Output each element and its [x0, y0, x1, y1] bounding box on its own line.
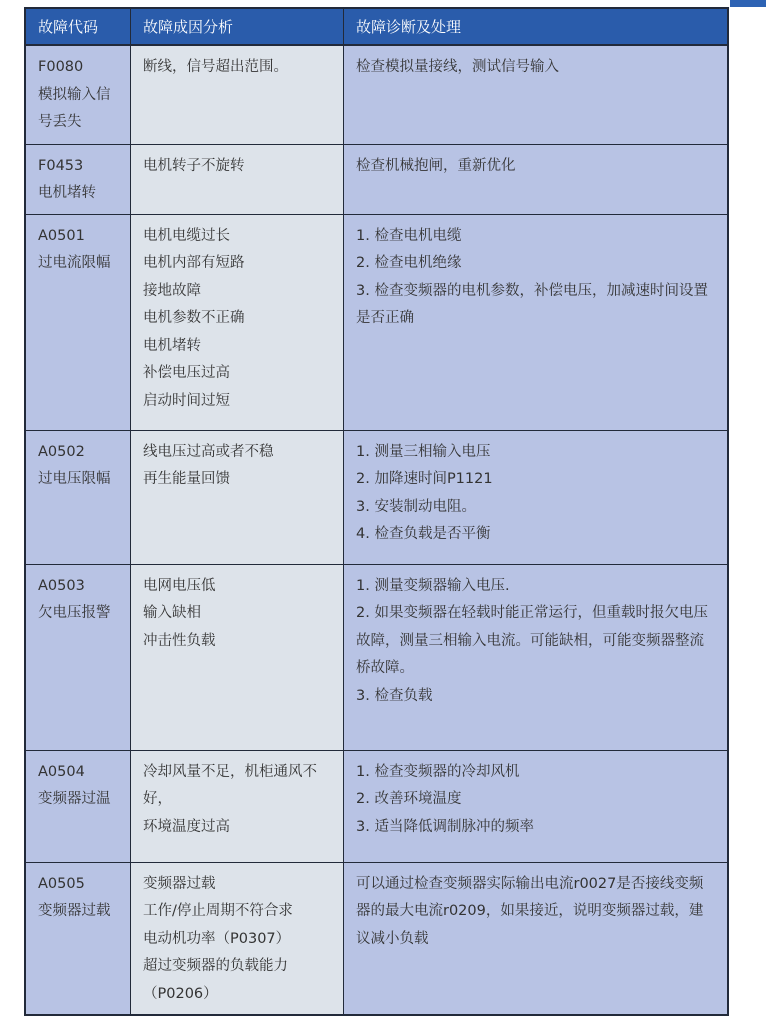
table-row — [25, 750, 728, 862]
fault-code: A0505 — [38, 875, 85, 892]
action-item: 3. 检查变频器的电机参数，补偿电压，加减速时间设置是否正确 — [356, 282, 708, 326]
fault-name: 模拟输入信号丢失 — [38, 86, 111, 130]
header-row — [25, 8, 728, 45]
action-cell — [344, 564, 729, 750]
action-item: 检查机械抱闸，重新优化 — [356, 157, 516, 174]
table-row — [25, 564, 728, 750]
fault-name: 变频器过温 — [38, 791, 111, 807]
fault-code-cell — [25, 45, 131, 144]
header-code: 故障代码 — [25, 8, 131, 45]
action-cell — [344, 144, 729, 214]
table-row — [25, 45, 728, 144]
cause-cell — [131, 214, 344, 430]
cause-item: 再生能量回馈 — [143, 471, 230, 487]
cause-item: 电机参数不正确 — [143, 310, 245, 326]
cause-item: 接地故障 — [143, 282, 201, 299]
action-cell — [344, 862, 729, 1015]
action-item: 检查模拟量接线，测试信号输入 — [356, 59, 559, 75]
fault-table — [24, 7, 729, 1016]
fault-code: A0502 — [38, 443, 85, 460]
cause-item: 断线，信号超出范围。 — [143, 59, 288, 75]
action-item: 2. 如果变频器在轻载时能正常运行，但重载时报欠电压故障，测量三相输入电流。可能缺相，可能变频器整流桥故障。 — [356, 605, 708, 676]
action-item: 可以通过检查变频器实际输出电流r0027是否接线变频器的最大电流r0209，如果接近，说明变频器过载，建议减小负载 — [356, 875, 704, 947]
fault-code-cell — [25, 214, 131, 430]
cause-item: 冷却风量不足，机柜通风不好， — [143, 763, 317, 807]
cause-item: 输入缺相 — [143, 605, 201, 621]
fault-code: F0080 — [38, 59, 84, 75]
fault-code-cell — [25, 564, 131, 750]
action-item: 1. 检查变频器的冷却风机 — [356, 763, 520, 780]
header-cause: 故障成因分析 — [131, 8, 344, 45]
action-item: 1. 测量变频器输入电压. — [356, 577, 510, 594]
fault-code: A0503 — [38, 577, 85, 594]
fault-code-cell — [25, 862, 131, 1015]
cause-cell — [131, 750, 344, 862]
fault-code-cell — [25, 144, 131, 214]
cause-item: 电动机功率（P0307） — [143, 930, 291, 947]
fault-name: 变频器过载 — [38, 903, 111, 919]
action-item: 1. 测量三相输入电压 — [356, 443, 491, 460]
fault-name: 欠电压报警 — [38, 605, 111, 621]
action-item: 2. 加降速时间P1121 — [356, 471, 493, 487]
cause-item: 启动时间过短 — [143, 392, 230, 409]
action-cell — [344, 45, 729, 144]
cause-cell — [131, 862, 344, 1015]
table-row — [25, 862, 728, 1015]
fault-name: 过电压限幅 — [38, 471, 111, 487]
cause-cell — [131, 564, 344, 750]
cause-item: 电网电压低 — [143, 577, 216, 594]
action-item: 2. 改善环境温度 — [356, 791, 462, 807]
fault-code: F0453 — [38, 157, 84, 174]
fault-code: A0504 — [38, 763, 85, 780]
action-cell — [344, 214, 729, 430]
cause-item: 冲击性负载 — [143, 632, 216, 649]
cause-cell — [131, 45, 344, 144]
action-cell — [344, 430, 729, 564]
cause-item: 电机转子不旋转 — [143, 157, 245, 174]
cause-item: 变频器过载 — [143, 875, 216, 892]
cause-item: 环境温度过高 — [143, 818, 230, 835]
action-cell — [344, 750, 729, 862]
cause-item: 电机堵转 — [143, 337, 201, 354]
cause-item: 工作/停止周期不符合求 — [143, 903, 293, 919]
table-row — [25, 214, 728, 430]
cause-cell — [131, 430, 344, 564]
action-item: 2. 检查电机绝缘 — [356, 255, 462, 271]
table-row — [25, 144, 728, 214]
cause-cell — [131, 144, 344, 214]
action-item: 3. 安装制动电阻。 — [356, 498, 476, 515]
cause-item: 补偿电压过高 — [143, 365, 230, 381]
cause-item: 电机内部有短路 — [143, 255, 245, 271]
table-row — [25, 430, 728, 564]
fault-code-cell — [25, 430, 131, 564]
header-action: 故障诊断及处理 — [344, 8, 729, 45]
action-item: 3. 适当降低调制脉冲的频率 — [356, 818, 534, 835]
fault-name: 电机堵转 — [38, 185, 96, 201]
fault-name: 过电流限幅 — [38, 255, 111, 271]
cause-item: 电机电缆过长 — [143, 227, 230, 244]
action-item: 1. 检查电机电缆 — [356, 227, 462, 244]
fault-code: A0501 — [38, 227, 85, 244]
action-item: 4. 检查负载是否平衡 — [356, 526, 491, 542]
corner-accent — [730, 0, 766, 7]
cause-item: 超过变频器的负载能力（P0206） — [143, 958, 288, 1002]
cause-item: 线电压过高或者不稳 — [143, 443, 274, 460]
fault-code-cell — [25, 750, 131, 862]
action-item: 3. 检查负载 — [356, 687, 433, 704]
